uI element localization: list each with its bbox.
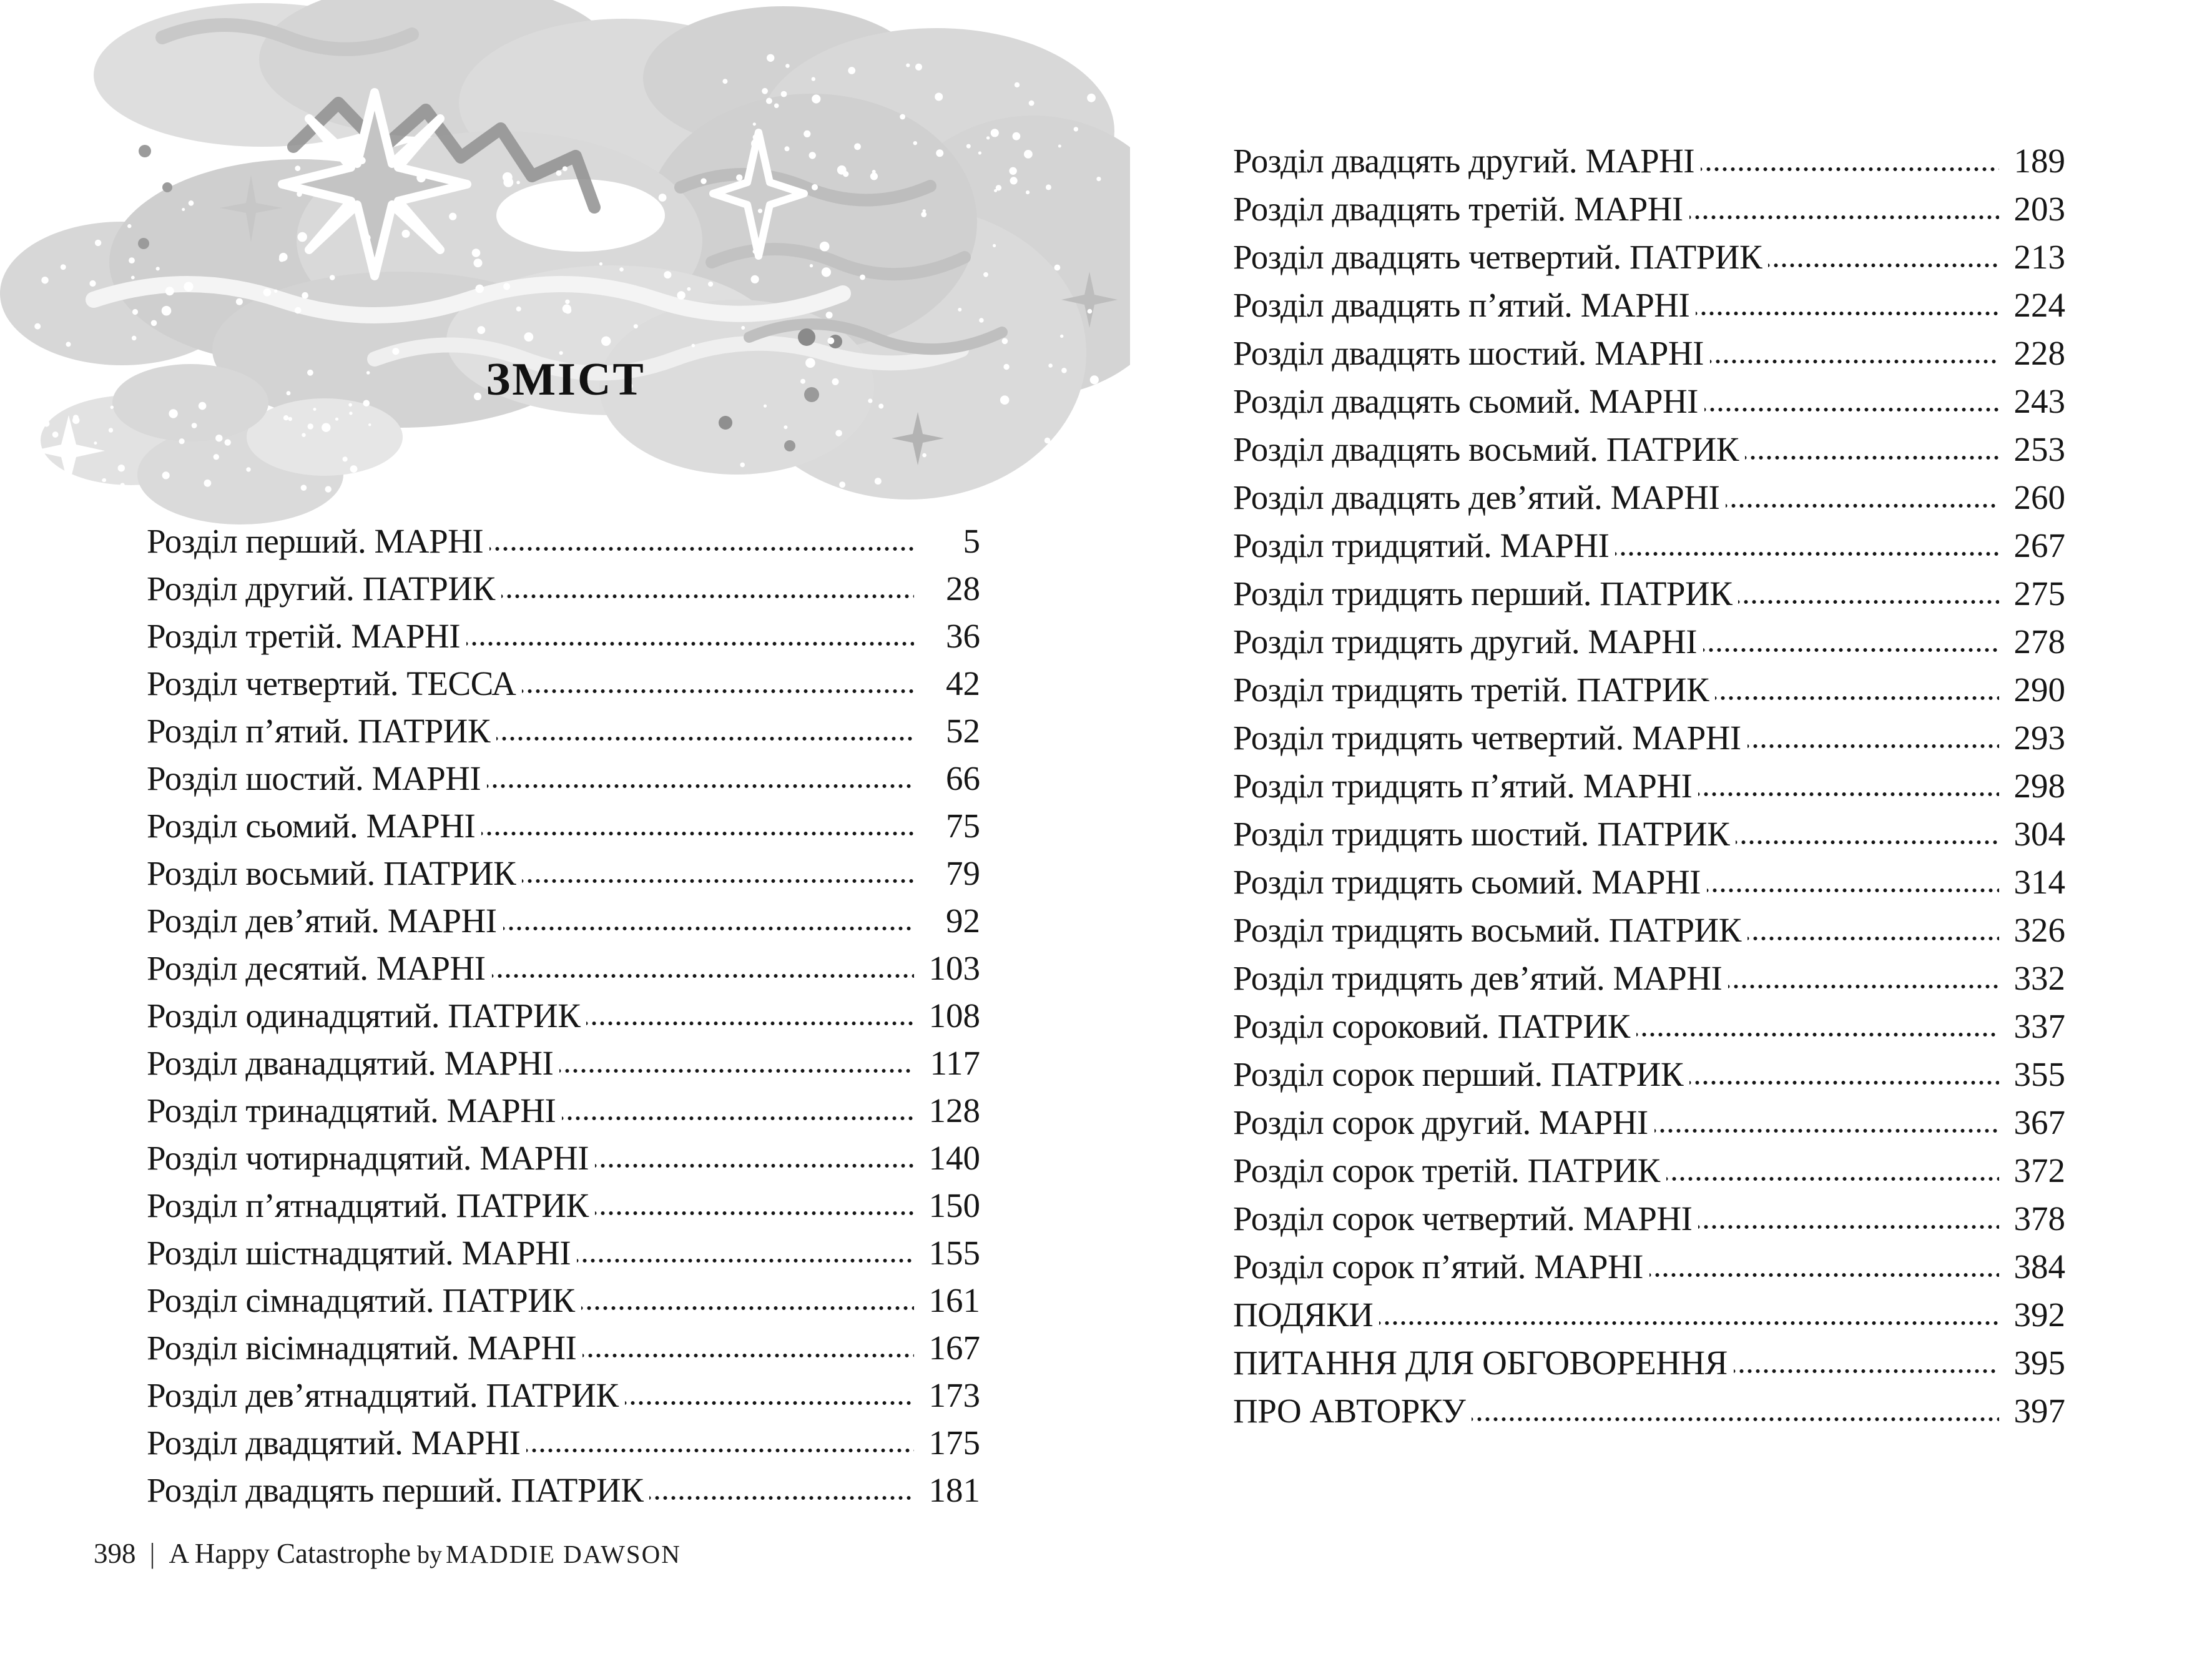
dot-leader bbox=[489, 517, 914, 564]
page-number: 260 bbox=[2013, 478, 2065, 516]
dot-leader bbox=[1747, 906, 1999, 954]
chapter-label: Розділ шостий. МАРНІ bbox=[147, 759, 481, 797]
page-number: 293 bbox=[2013, 719, 2065, 757]
page-number: 213 bbox=[2013, 238, 2065, 276]
chapter-label: Розділ сорок третій. ПАТРИК bbox=[1233, 1151, 1660, 1189]
toc-entry bbox=[1233, 473, 2065, 521]
toc-entry bbox=[147, 1039, 980, 1086]
page-number: 140 bbox=[928, 1138, 980, 1177]
chapter-label: Розділ вісімнадцятий. МАРНІ bbox=[147, 1328, 577, 1367]
page-number: 275 bbox=[2013, 574, 2065, 613]
chapter-label: Розділ двадцять дев’ятий. МАРНІ bbox=[1233, 478, 1720, 516]
toc-entry bbox=[1233, 425, 2065, 473]
toc-entry bbox=[147, 707, 980, 754]
chapter-label: Розділ тридцять п’ятий. МАРНІ bbox=[1233, 767, 1693, 805]
dot-leader bbox=[581, 1276, 914, 1324]
chapter-label: Розділ восьмий. ПАТРИК bbox=[147, 854, 516, 892]
dot-leader bbox=[1707, 858, 1999, 906]
page-number: 108 bbox=[928, 996, 980, 1035]
chapter-label: Розділ сорок другий. МАРНІ bbox=[1233, 1103, 1648, 1141]
toc-entry bbox=[1233, 329, 2065, 377]
dot-leader bbox=[1728, 954, 1999, 1002]
toc-entry bbox=[1233, 810, 2065, 858]
chapter-label: Розділ двадцять другий. МАРНІ bbox=[1233, 142, 1695, 180]
dot-leader bbox=[1649, 1243, 1999, 1291]
page-number: 298 bbox=[2013, 767, 2065, 805]
chapter-label: Розділ п’ятнадцятий. ПАТРИК bbox=[147, 1186, 589, 1224]
toc-entry bbox=[1233, 569, 2065, 618]
toc-entry bbox=[147, 1466, 980, 1514]
chapter-label: Розділ дев’ятий. МАРНІ bbox=[147, 901, 497, 940]
toc-entry bbox=[1233, 858, 2065, 906]
dot-leader bbox=[649, 1466, 914, 1514]
page-number: 75 bbox=[946, 806, 980, 845]
page-number: 161 bbox=[928, 1281, 980, 1319]
page-number: 167 bbox=[928, 1328, 980, 1367]
chapter-label: Розділ десятий. МАРНІ bbox=[147, 948, 486, 987]
toc-column-left bbox=[147, 517, 980, 1514]
chapter-label: ПРО АВТОРКУ bbox=[1233, 1392, 1466, 1430]
toc-entry bbox=[147, 1324, 980, 1371]
footer-separator: | bbox=[149, 1538, 155, 1569]
page-number: 128 bbox=[928, 1091, 980, 1130]
chapter-label: Розділ двадцять шостий. МАРНІ bbox=[1233, 334, 1704, 372]
toc-entry bbox=[147, 1371, 980, 1419]
toc-entry bbox=[147, 517, 980, 564]
dot-leader bbox=[501, 564, 914, 612]
toc-entry bbox=[1233, 185, 2065, 233]
toc-entry bbox=[1233, 233, 2065, 281]
footer-author: MADDIE DAWSON bbox=[445, 1540, 681, 1568]
dot-leader bbox=[1666, 1146, 1999, 1194]
chapter-label: Розділ сімнадцятий. ПАТРИК bbox=[147, 1281, 575, 1319]
dot-leader bbox=[1703, 618, 1999, 666]
toc-entry bbox=[147, 1134, 980, 1181]
chapter-label: Розділ п’ятий. ПАТРИК bbox=[147, 711, 491, 750]
toc-entry bbox=[147, 849, 980, 897]
dot-leader bbox=[595, 1181, 914, 1229]
chapter-label: Розділ сороковий. ПАТРИК bbox=[1233, 1007, 1630, 1045]
chapter-label: Розділ тридцять сьомий. МАРНІ bbox=[1233, 863, 1701, 901]
chapter-label: Розділ сьомий. МАРНІ bbox=[147, 806, 476, 845]
dot-leader bbox=[582, 1324, 914, 1371]
page-number: 117 bbox=[930, 1043, 980, 1082]
dot-leader bbox=[1689, 185, 1999, 233]
page-number: 66 bbox=[946, 759, 980, 797]
toc-entry bbox=[147, 1229, 980, 1276]
page-number: 92 bbox=[946, 901, 980, 940]
chapter-label: Розділ шістнадцятий. МАРНІ bbox=[147, 1233, 571, 1272]
page-number: 28 bbox=[946, 569, 980, 608]
dot-leader bbox=[1701, 137, 1999, 185]
chapter-label: Розділ двадцять перший. ПАТРИК bbox=[147, 1470, 644, 1509]
page-title: ЗМІСТ bbox=[486, 354, 646, 405]
chapter-label: Розділ двадцятий. МАРНІ bbox=[147, 1423, 521, 1462]
page-number: 337 bbox=[2013, 1007, 2065, 1045]
dot-leader bbox=[1710, 329, 1999, 377]
toc-entry bbox=[147, 1086, 980, 1134]
toc-entry bbox=[147, 1276, 980, 1324]
dot-leader bbox=[522, 849, 914, 897]
toc-entry bbox=[1233, 1098, 2065, 1146]
page-number: 384 bbox=[2013, 1248, 2065, 1286]
chapter-label: Розділ тридцять четвертий. МАРНІ bbox=[1233, 719, 1741, 757]
chapter-label: Розділ сорок четвертий. МАРНІ bbox=[1233, 1199, 1693, 1238]
dot-leader bbox=[1747, 714, 1999, 762]
dot-leader bbox=[559, 1039, 914, 1086]
dot-leader bbox=[1745, 425, 1999, 473]
dot-leader bbox=[496, 707, 914, 754]
dot-leader bbox=[492, 944, 914, 992]
page-number: 228 bbox=[2013, 334, 2065, 372]
chapter-label: Розділ третій. МАРНІ bbox=[147, 616, 461, 655]
dot-leader bbox=[595, 1134, 914, 1181]
toc-entry bbox=[1233, 377, 2065, 425]
page-number: 155 bbox=[928, 1233, 980, 1272]
dot-leader bbox=[562, 1086, 914, 1134]
dot-leader bbox=[526, 1419, 914, 1466]
toc-entry bbox=[147, 1181, 980, 1229]
page-number: 290 bbox=[2013, 671, 2065, 709]
footer-page-number: 398 bbox=[94, 1538, 136, 1569]
page-number: 267 bbox=[2013, 526, 2065, 564]
toc-entry bbox=[147, 754, 980, 802]
dot-leader bbox=[1726, 473, 1999, 521]
dot-leader bbox=[1379, 1291, 1999, 1339]
dot-leader bbox=[1738, 569, 1999, 618]
toc-entry bbox=[1233, 521, 2065, 569]
page-number: 42 bbox=[946, 664, 980, 702]
dot-leader bbox=[481, 802, 914, 849]
toc-entry bbox=[1233, 1387, 2065, 1435]
chapter-label: Розділ тридцятий. МАРНІ bbox=[1233, 526, 1610, 564]
chapter-label: Розділ тридцять шостий. ПАТРИК bbox=[1233, 815, 1730, 853]
toc-entry bbox=[147, 992, 980, 1039]
dot-leader bbox=[1734, 1339, 1999, 1387]
chapter-label: Розділ дванадцятий. МАРНІ bbox=[147, 1043, 554, 1082]
toc-entry bbox=[1233, 1291, 2065, 1339]
chapter-label: Розділ двадцять четвертий. ПАТРИК bbox=[1233, 238, 1762, 276]
page-number: 243 bbox=[2013, 382, 2065, 420]
toc-entry bbox=[1233, 666, 2065, 714]
chapter-label: Розділ перший. МАРНІ bbox=[147, 521, 484, 560]
page-number: 181 bbox=[928, 1470, 980, 1509]
toc-entry bbox=[147, 897, 980, 944]
chapter-label: Розділ тридцять перший. ПАТРИК bbox=[1233, 574, 1733, 613]
page-number: 253 bbox=[2013, 430, 2065, 468]
chapter-label: Розділ тридцять дев’ятий. МАРНІ bbox=[1233, 959, 1723, 997]
chapter-label: Розділ двадцять восьмий. ПАТРИК bbox=[1233, 430, 1739, 468]
page-number: 52 bbox=[946, 711, 980, 750]
page-number: 304 bbox=[2013, 815, 2065, 853]
toc-entry bbox=[147, 612, 980, 659]
toc-entry bbox=[147, 802, 980, 849]
dot-leader bbox=[1698, 762, 1999, 810]
running-footer bbox=[94, 1537, 681, 1570]
toc-column-right bbox=[1233, 137, 2065, 1435]
page-number: 173 bbox=[928, 1376, 980, 1414]
page-number: 224 bbox=[2013, 286, 2065, 324]
chapter-label: Розділ четвертий. ТЕССА bbox=[147, 664, 516, 702]
dot-leader bbox=[487, 754, 914, 802]
page-number: 79 bbox=[946, 854, 980, 892]
page-number: 36 bbox=[946, 616, 980, 655]
starburst-icon bbox=[282, 92, 467, 276]
toc-entry bbox=[147, 659, 980, 707]
chapter-label: Розділ двадцять п’ятий. МАРНІ bbox=[1233, 286, 1690, 324]
chapter-label: Розділ тринадцятий. МАРНІ bbox=[147, 1091, 556, 1130]
dot-leader bbox=[1704, 377, 1999, 425]
dot-leader bbox=[1615, 521, 1999, 569]
chapter-label: Розділ дев’ятнадцятий. ПАТРИК bbox=[147, 1376, 619, 1414]
dot-leader bbox=[503, 897, 914, 944]
page-number: 189 bbox=[2013, 142, 2065, 180]
toc-entry bbox=[147, 564, 980, 612]
chapter-label: Розділ сорок п’ятий. МАРНІ bbox=[1233, 1248, 1643, 1286]
page-number: 397 bbox=[2013, 1392, 2065, 1430]
chapter-label: Розділ двадцять сьомий. МАРНІ bbox=[1233, 382, 1698, 420]
page-number: 203 bbox=[2013, 190, 2065, 228]
toc-entry bbox=[1233, 1146, 2065, 1194]
page-number: 395 bbox=[2013, 1344, 2065, 1382]
toc-entry bbox=[1233, 1194, 2065, 1243]
page-number: 332 bbox=[2013, 959, 2065, 997]
chapter-label: Розділ сорок перший. ПАТРИК bbox=[1233, 1055, 1684, 1093]
dot-leader bbox=[1472, 1387, 1999, 1435]
dot-leader bbox=[522, 659, 914, 707]
footer-book-title: A Happy Catastrophe bbox=[169, 1538, 411, 1569]
toc-entry bbox=[1233, 762, 2065, 810]
toc-entry bbox=[1233, 618, 2065, 666]
chapter-label: Розділ другий. ПАТРИК bbox=[147, 569, 495, 608]
page-number: 355 bbox=[2013, 1055, 2065, 1093]
chapter-label: Розділ тридцять другий. МАРНІ bbox=[1233, 623, 1698, 661]
page-number: 175 bbox=[928, 1423, 980, 1462]
toc-entry bbox=[1233, 1243, 2065, 1291]
dot-leader bbox=[1736, 810, 1999, 858]
dot-leader bbox=[586, 992, 914, 1039]
chapter-label: Розділ двадцять третій. МАРНІ bbox=[1233, 190, 1683, 228]
dot-leader bbox=[1715, 666, 1999, 714]
page-number: 367 bbox=[2013, 1103, 2065, 1141]
dot-leader bbox=[1636, 1002, 1999, 1050]
footer-by-label: by bbox=[416, 1540, 442, 1568]
page-number: 378 bbox=[2013, 1199, 2065, 1238]
dot-leader bbox=[1689, 1050, 1999, 1098]
dot-leader bbox=[466, 612, 914, 659]
dot-leader bbox=[625, 1371, 914, 1419]
page-number: 103 bbox=[928, 948, 980, 987]
page-number: 372 bbox=[2013, 1151, 2065, 1189]
chapter-label: ПИТАННЯ ДЛЯ ОБГОВОРЕННЯ bbox=[1233, 1344, 1728, 1382]
cloud-illustration bbox=[0, 0, 1130, 537]
toc-entry bbox=[1233, 1002, 2065, 1050]
page-number: 150 bbox=[928, 1186, 980, 1224]
chapter-label: Розділ тридцять третій. ПАТРИК bbox=[1233, 671, 1709, 709]
dot-leader bbox=[1698, 1194, 1999, 1243]
chapter-label: ПОДЯКИ bbox=[1233, 1296, 1374, 1334]
dot-leader bbox=[577, 1229, 914, 1276]
toc-entry bbox=[147, 944, 980, 992]
toc-entry bbox=[1233, 954, 2065, 1002]
toc-entry bbox=[1233, 714, 2065, 762]
toc-entry bbox=[1233, 137, 2065, 185]
page-number: 314 bbox=[2013, 863, 2065, 901]
toc-entry bbox=[147, 1419, 980, 1466]
toc-entry bbox=[1233, 1050, 2065, 1098]
chapter-label: Розділ одинадцятий. ПАТРИК bbox=[147, 996, 581, 1035]
chapter-label: Розділ чотирнадцятий. МАРНІ bbox=[147, 1138, 589, 1177]
toc-entry bbox=[1233, 1339, 2065, 1387]
page-number: 392 bbox=[2013, 1296, 2065, 1334]
page-number: 278 bbox=[2013, 623, 2065, 661]
dot-leader bbox=[1768, 233, 1999, 281]
chapter-label: Розділ тридцять восьмий. ПАТРИК bbox=[1233, 911, 1741, 949]
dot-leader bbox=[1654, 1098, 1999, 1146]
toc-entry bbox=[1233, 281, 2065, 329]
dot-leader bbox=[1696, 281, 1999, 329]
toc-entry bbox=[1233, 906, 2065, 954]
page-number: 5 bbox=[963, 521, 980, 560]
page-number: 326 bbox=[2013, 911, 2065, 949]
